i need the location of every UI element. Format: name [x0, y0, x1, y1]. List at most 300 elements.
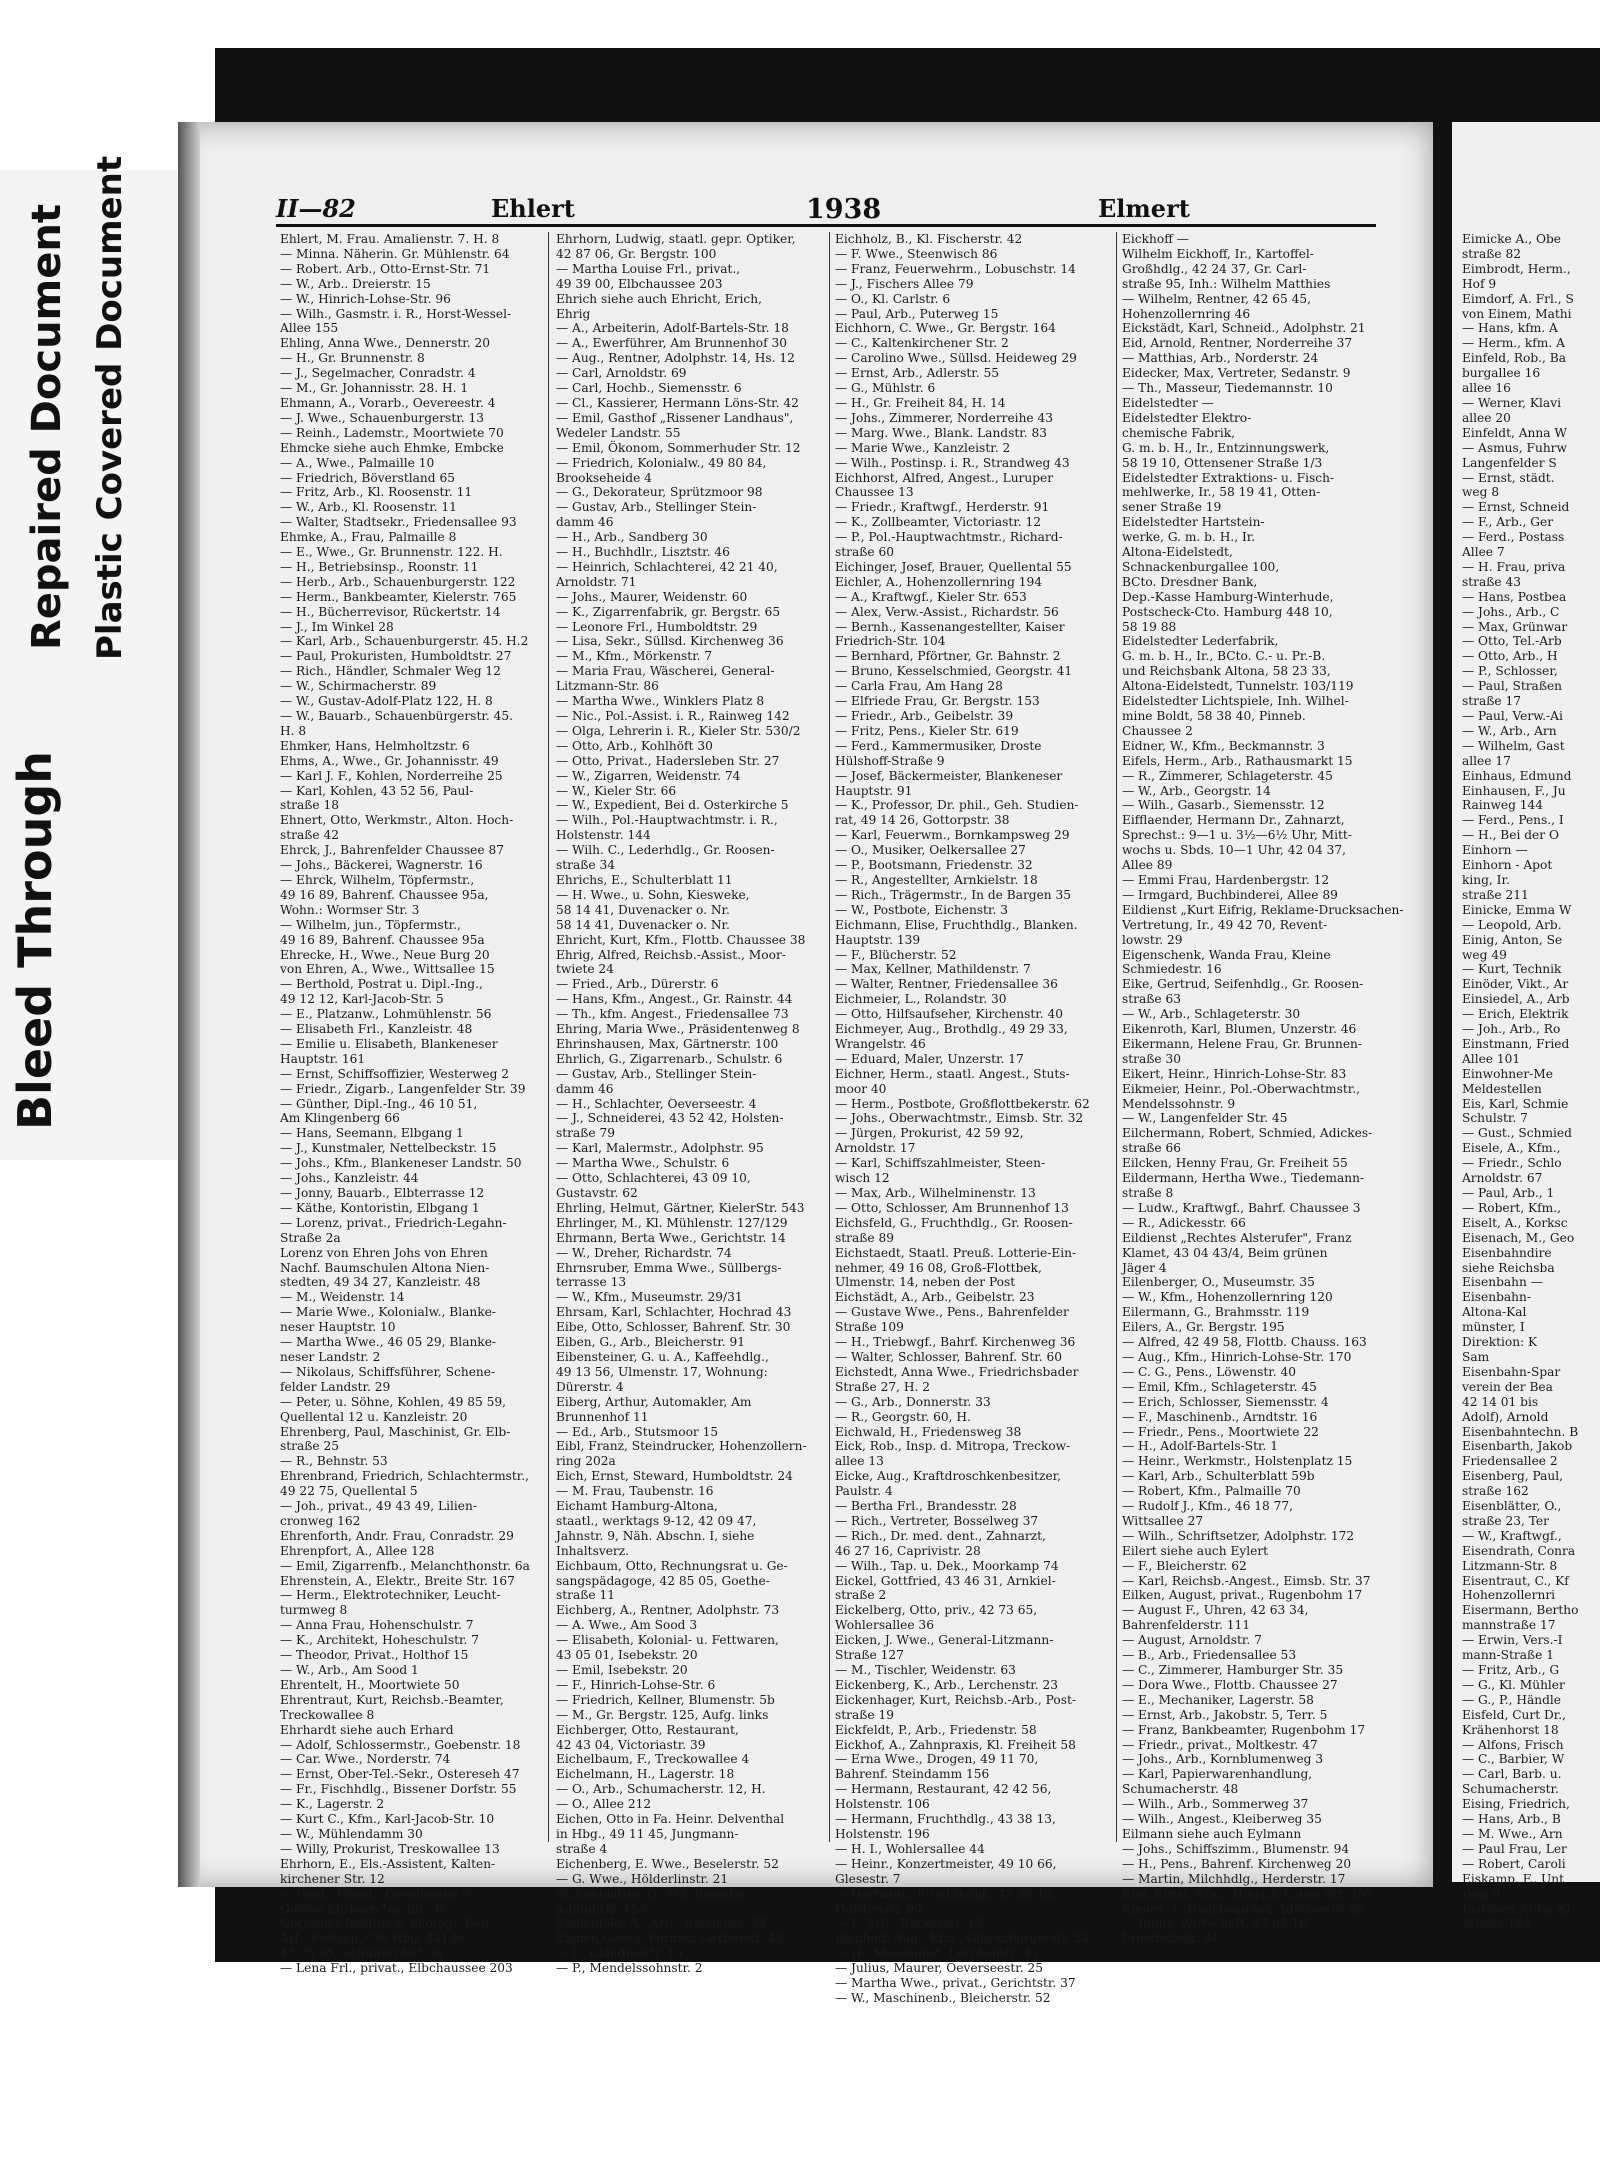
- directory-entry: Ehrck, J., Bahrenfelder Chaussee 87: [280, 843, 504, 858]
- page-number: II—82: [276, 194, 356, 223]
- directory-entry: 46 27 16, Caprivistr. 28: [835, 1543, 981, 1558]
- directory-entry: — K., Lagerstr. 2: [280, 1797, 385, 1812]
- directory-entry: Eidelstedter Lederfabrik,: [1122, 634, 1279, 649]
- directory-entry: Eickstädt, Karl, Schneid., Adolphstr. 21: [1122, 321, 1366, 336]
- directory-entry: — Lena Frl., privat., Elbchaussee 203: [280, 1961, 513, 1976]
- directory-entry: — Ernst, städt.: [1462, 470, 1555, 485]
- directory-entry: — H., Arb., Sandberg 30: [556, 530, 708, 545]
- directory-entry: Rainweg 144: [1462, 798, 1544, 813]
- directory-entry: — M., Gr. Johannisstr. 28. H. 1: [280, 381, 469, 396]
- directory-entry: — Martin, Milchhdlg., Herderstr. 17: [1122, 1871, 1346, 1886]
- directory-entry: in Hbg., 49 11 45, Jungmann-: [556, 1826, 739, 1841]
- directory-entry: stedten, 49 34 27, Kanzleistr. 48: [280, 1275, 481, 1290]
- directory-entry: Eidelstedter Elektro-: [1122, 410, 1252, 425]
- directory-entry: straße 23, Ter: [1462, 1513, 1549, 1528]
- directory-entry: — P., Pol.-Hauptwachtmstr., Richard-: [835, 530, 1063, 545]
- directory-entry: Eicke, Aug., Kraftdroschkenbesitzer,: [835, 1469, 1062, 1484]
- directory-entry: Ehrenforth, Andr. Frau, Conradstr. 29: [280, 1528, 514, 1543]
- directory-entry: — W., Langenfelder Str. 45: [1122, 1111, 1288, 1126]
- directory-entry: — Martha Wwe., Winklers Platz 8: [556, 694, 765, 709]
- directory-entry: Jahnstr. 9, Näh. Abschn. I, siehe: [556, 1528, 755, 1543]
- directory-entry: Jäger 4: [1122, 1260, 1167, 1275]
- directory-entry: — Ludw., Kraftwgf., Bahrf. Chaussee 3: [1122, 1200, 1361, 1215]
- directory-entry: — Friedr., Zigarb., Langenfelder Str. 39: [280, 1081, 526, 1096]
- directory-entry: Eidelstedter Hartstein-: [1122, 515, 1265, 530]
- directory-entry: Altona-Kal: [1462, 1305, 1527, 1320]
- directory-entry: 58 19 10, Ottensener Straße 1/3: [1122, 455, 1323, 470]
- directory-column-1: [280, 232, 540, 1976]
- directory-entry: Eiberg, Arthur, Automakler, Am: [556, 1394, 752, 1409]
- directory-entry: chemische Fabrik,: [1122, 425, 1236, 440]
- directory-entry: — Carl, Hochb., Siemensstr. 6: [556, 381, 742, 396]
- directory-entry: — C., Zimmerer, Hamburger Str. 35: [1122, 1663, 1344, 1677]
- directory-entry: straße 66: [1122, 1141, 1181, 1156]
- directory-entry: — J., Fischers Allee 79: [835, 276, 974, 291]
- directory-entry: — Wilh., Arb., Sommerweg 37: [1122, 1797, 1309, 1812]
- directory-entry: — Josef, Bäckermeister, Blankeneser: [835, 768, 1063, 783]
- directory-entry: — Wilhelm, jun., Töpfermstr.,: [280, 917, 461, 932]
- directory-entry: Ehmann, A., Vorarb., Oevereestr. 4: [280, 395, 496, 410]
- directory-entry: Eimdorf, A. Frl., S: [1462, 291, 1574, 306]
- directory-entry: — Ernst, Arb., Jakobstr. 5, Terr. 5: [1122, 1707, 1328, 1722]
- directory-entry: Eildienst „Kurt Eifrig, Reklame-Drucksachen-: [1122, 902, 1404, 917]
- directory-entry: — P., Mendelssohnstr. 2: [556, 1961, 703, 1976]
- directory-entry: Ehrentelt, H., Moortwiete 50: [280, 1677, 460, 1692]
- directory-entry: — Asmus, Fuhrw: [1462, 440, 1567, 455]
- directory-entry: Schumacherstr. 48: [1122, 1782, 1239, 1797]
- directory-entry: — M., Weidenstr. 14: [280, 1290, 405, 1305]
- directory-entry: Eichstaedt, Staatl. Preuß. Lotterie-Ein-: [835, 1245, 1077, 1260]
- directory-entry: Eichenblätter, O., Pol.-Beamter,: [556, 1886, 751, 1901]
- directory-entry: — Friedr., Arb., Geibelstr. 39: [835, 709, 1014, 723]
- directory-entry: — Olga, Lehrerin i. R., Kieler Str. 530/2: [556, 723, 801, 738]
- directory-entry: Ehms, A., Wwe., Gr. Johannisstr. 49: [280, 753, 499, 768]
- directory-entry: — H., Buchhdlr., Lisztstr. 46: [556, 545, 730, 560]
- directory-entry: Großhdlg., 42 24 37, Gr. Carl-: [1122, 261, 1307, 276]
- directory-entry: — Cl., Kassierer, Hermann Löns-Str. 42: [556, 395, 799, 410]
- directory-entry: Eichstedt, Anna Wwe., Friedrichsbader: [835, 1364, 1079, 1379]
- directory-entry: — A., Kraftwgf., Kieler Str. 653: [835, 589, 1027, 604]
- directory-entry: — Herm., kfm. A: [1462, 336, 1565, 351]
- directory-entry: — G., Dekorateur, Sprützmoor 98: [556, 485, 763, 500]
- directory-entry: straße 42: [280, 828, 339, 843]
- directory-entry: — Maria Frau, Wäscherei, General-: [556, 664, 775, 679]
- directory-entry: — A. Wwe., Am Sood 3: [556, 1618, 698, 1633]
- directory-entry: — Lorenz, privat., Friedrich-Legahn-: [280, 1215, 507, 1230]
- directory-entry: — Karl, Malermstr., Adolphstr. 95: [556, 1141, 764, 1156]
- directory-entry: — W., Arb., Arn: [1462, 723, 1557, 738]
- directory-entry: — H., Maschinist, Lerchenstr. 43: [835, 1946, 1039, 1961]
- directory-entry: — Karl, Kohlen, 43 52 56, Paul-: [280, 783, 474, 798]
- directory-entry: Eiskamp, F., Unt: [1462, 1871, 1565, 1886]
- directory-entry: Ehrichs, E., Schulterblatt 11: [556, 872, 733, 887]
- directory-entry: straße 162: [1462, 1484, 1529, 1499]
- directory-entry: — W., Postbote, Eichenstr. 3: [835, 902, 1008, 917]
- directory-entry: Ehrecke, H., Wwe., Neue Burg 20: [280, 947, 490, 962]
- directory-entry: Nachf. Baumschulen Altona Nien-: [280, 1260, 490, 1275]
- directory-entry: — G. Wwe., Hölderlinstr. 21: [556, 1871, 729, 1886]
- directory-entry: — Friedr., privat., Moltkestr. 47: [1122, 1737, 1318, 1752]
- directory-entry: Ehrig: [556, 306, 591, 321]
- directory-entry: Paulstr. 4: [835, 1484, 893, 1499]
- directory-entry: Eikert, Heinr., Hinrich-Lohse-Str. 83: [1122, 1066, 1347, 1081]
- directory-entry: Eimicke A., Obe: [1462, 232, 1561, 246]
- directory-entry: — Theodor, Privat., Holthof 15: [280, 1648, 469, 1663]
- directory-entry: — Wilh., Postinsp. i. R., Strandweg 43: [835, 455, 1070, 470]
- directory-entry: Ehrsam, Karl, Schlachter, Hochrad 43: [556, 1305, 792, 1320]
- directory-entry: Altona-Eidelstedt, Tunnelstr. 103/119: [1122, 679, 1354, 694]
- directory-entry: Litzmann-Str. 8: [1462, 1558, 1558, 1573]
- directory-entry: Ehlert, M. Frau. Amalienstr. 7. H. 8: [280, 232, 500, 246]
- directory-entry: Wittsallee 27: [1122, 1513, 1204, 1528]
- directory-entry: Klamet, 43 04 43/4, Beim grünen: [1122, 1245, 1328, 1260]
- directory-entry: Einfeld, Rob., Ba: [1462, 351, 1566, 366]
- directory-entry: — G., Arb., Donnerstr. 33: [835, 1394, 991, 1409]
- directory-entry: — Herb., Arb., Schauenburgerstr. 122: [280, 574, 516, 589]
- directory-entry: — Rich., Händler, Schmaler Weg 12: [280, 664, 501, 679]
- directory-entry: Ehrnsruber, Emma Wwe., Süllbergs-: [556, 1260, 782, 1275]
- directory-entry: — H., Bücherrevisor, Rückertstr. 14: [280, 604, 501, 619]
- directory-entry: — K., Zollbeamter, Victoriastr. 12: [835, 515, 1042, 530]
- directory-entry: — Otto, Hilfsaufseher, Kirchenstr. 40: [835, 1007, 1063, 1022]
- directory-entry: — Friedrich, Kolonialw., 49 80 84,: [556, 455, 767, 470]
- directory-entry: sener Straße 19: [1122, 500, 1222, 515]
- directory-entry: Ehrinshausen, Max, Gärtnerstr. 100: [556, 1036, 779, 1051]
- directory-entry: Hohenzollernring 46: [1122, 306, 1251, 321]
- directory-entry: 58 14 41, Duvenacker o. Nr.: [556, 902, 730, 917]
- directory-entry: wochs u. Sbds. 10—1 Uhr, 42 04 37,: [1122, 843, 1346, 858]
- directory-entry: — A., Ewerführer, Am Brunnenhof 30: [556, 336, 788, 351]
- directory-entry: — Robert. Arb., Otto-Ernst-Str. 71: [280, 261, 491, 276]
- directory-entry: straße 211: [1462, 887, 1529, 902]
- directory-entry: — H., Adolf-Bartels-Str. 1: [1122, 1439, 1279, 1454]
- directory-entry: Eickfeldt, P., Arb., Friedenstr. 58: [835, 1722, 1037, 1737]
- directory-entry: 43 05 95, Schulterblatt 36: [280, 1946, 443, 1961]
- directory-entry: Sam: [1462, 1349, 1490, 1364]
- directory-entry: — W., Zigarren, Weidenstr. 74: [556, 768, 741, 783]
- directory-entry: nehmer, 49 16 08, Groß-Flottbek,: [835, 1260, 1042, 1275]
- directory-entry: — H. Frau, priva: [1462, 559, 1566, 574]
- directory-entry: Adolphstr. 153: [556, 1901, 647, 1916]
- directory-entry: — Dora Wwe., Flottb. Chaussee 27: [1122, 1677, 1338, 1692]
- directory-entry: straße 25: [280, 1439, 339, 1454]
- directory-entry: — Johs., Kanzleistr. 44: [280, 1171, 419, 1186]
- directory-entry: Eichholz, B., Kl. Fischerstr. 42: [835, 232, 1023, 246]
- directory-entry: 49 12 12, Karl-Jacob-Str. 5: [280, 992, 444, 1007]
- directory-entry: — Robert, Kfm., Palmaille 70: [1122, 1484, 1301, 1499]
- directory-entry: — Martha Wwe., Schulstr. 6: [556, 1156, 730, 1171]
- directory-entry: — Hans, Postbea: [1462, 589, 1567, 604]
- directory-entry: — Heinr., Werkmstr., Holstenplatz 15: [1122, 1454, 1353, 1469]
- directory-entry: — A., Wwe., Palmaille 10: [280, 455, 435, 470]
- directory-entry: — P., Schlosser,: [1462, 664, 1558, 679]
- directory-entry: burgallee 16: [1462, 366, 1541, 381]
- directory-entry: — Walter, Schlosser, Bahrenf. Str. 60: [835, 1349, 1063, 1364]
- directory-entry: Straße 144: [1462, 1916, 1531, 1931]
- directory-entry: — Erwin, Vers.-I: [1462, 1633, 1563, 1648]
- directory-entry: — Gustave Wwe., Pens., Bahrenfelder: [835, 1305, 1069, 1320]
- directory-entry: twiete 24: [556, 962, 614, 977]
- directory-entry: Bahrenfelderstr. 111: [1122, 1618, 1251, 1633]
- directory-entry: — Lisa, Sekr., Süllsd. Kirchenweg 36: [556, 634, 784, 649]
- directory-entry: — Emmi Frau, Hardenbergstr. 12: [1122, 872, 1330, 887]
- directory-entry: allee 13: [835, 1454, 884, 1469]
- directory-entry: — Adolf, Schlossermstr., Goebenstr. 18: [280, 1737, 521, 1752]
- directory-entry: straße 89: [835, 1230, 894, 1245]
- directory-entry: Eichinger, Josef, Brauer, Quellental 55: [835, 559, 1072, 574]
- directory-entry: — W., Hinrich-Lohse-Str. 96: [280, 291, 451, 306]
- directory-entry: — Käthe, Kontoristin, Elbgang 1: [280, 1200, 480, 1215]
- directory-entry: Schmiedestr. 16: [1122, 962, 1222, 977]
- directory-entry: Eidelstedter Extraktions- u. Fisch-: [1122, 470, 1335, 485]
- directory-entry: — F., Arb., Ger: [1462, 515, 1554, 530]
- directory-entry: weg 49: [1462, 947, 1507, 962]
- directory-entry: Straße 127: [835, 1648, 904, 1663]
- directory-entry: — Wilhelm, Gast: [1462, 738, 1565, 753]
- directory-entry: — H., Betriebsinsp., Roonstr. 11: [280, 559, 479, 574]
- directory-entry: Eike, Gertrud, Seifenhdlg., Gr. Roosen-: [1122, 977, 1364, 992]
- directory-entry: — Johs., Kfm., Blankeneser Landstr. 50: [280, 1156, 522, 1171]
- directory-entry: — Emil, Kfm., Schlageterstr. 45: [1122, 1379, 1317, 1394]
- directory-entry: — G., Kl. Mühler: [1462, 1677, 1565, 1692]
- directory-entry: — Aug., Kfm., Hinrich-Lohse-Str. 170: [1122, 1349, 1352, 1364]
- directory-entry: straße 30: [1122, 1051, 1181, 1066]
- directory-entry: — Car. Wwe., Norderstr. 74: [280, 1752, 451, 1767]
- directory-entry: wisch 12: [835, 1171, 890, 1186]
- directory-entry: 58 14 41, Duvenacker o. Nr.: [556, 917, 730, 932]
- directory-entry: — R., Angestellter, Arnkielstr. 18: [835, 872, 1038, 887]
- directory-entry: — Otto, Privat., Hadersleben Str. 27: [556, 753, 780, 768]
- directory-entry: — Paul, Verw.-Ai: [1462, 709, 1563, 723]
- directory-entry: — Julius, Wirtschaft, 43 01 16,: [1122, 1916, 1311, 1931]
- directory-entry: Allee 155: [280, 321, 339, 336]
- directory-entry: — Aug., Rentner, Adolphstr. 14, Hs. 12: [556, 351, 795, 366]
- directory-entry: Art., Postsch.-Cto Hbg. 44136,: [280, 1931, 469, 1946]
- directory-entry: Eickenhager, Kurt, Reichsb.-Arb., Post-: [835, 1692, 1076, 1707]
- directory-entry: — Joh., privat., 49 43 49, Lilien-: [280, 1499, 477, 1514]
- directory-entry: — Emil, Ökonom, Sommerhuder Str. 12: [556, 440, 801, 455]
- directory-entry: — Robert, Kfm.,: [1462, 1200, 1561, 1215]
- directory-entry: — Fr., Fischhdlg., Bissener Dorfstr. 55: [280, 1782, 517, 1797]
- directory-entry: — Karl, Arb., Schulterblatt 59b: [1122, 1469, 1315, 1484]
- directory-entry: — M., Kfm., Mörkenstr. 7: [556, 649, 713, 664]
- directory-entry: — J. Wwe., Schauenburgerstr. 13: [280, 410, 484, 425]
- directory-entry: — O., Arb., Schumacherstr. 12, H.: [556, 1782, 766, 1797]
- directory-entry: — F., Hinrich-Lohse-Str. 6: [556, 1677, 716, 1692]
- directory-entry: — G., P., Händle: [1462, 1692, 1561, 1707]
- directory-entry: — H., Gr. Freiheit 84, H. 14: [835, 395, 1006, 410]
- directory-entry: Ehrhardt siehe auch Erhard: [280, 1722, 454, 1737]
- directory-entry: Gustav Ehrhorn Nachfl., Ir.: [280, 1901, 448, 1916]
- directory-entry: — Franz, Feuerwehrm., Lobuschstr. 14: [835, 261, 1076, 276]
- directory-entry: — Fried., Arb., Dürerstr. 6: [556, 977, 719, 992]
- directory-entry: — Franz, Bankbeamter, Rugenbohm 17: [1122, 1722, 1366, 1737]
- directory-entry: Schulstr. 7: [1462, 1111, 1528, 1126]
- directory-entry: damm 46: [556, 515, 614, 530]
- directory-entry: Eidelstedter Lichtspiele, Inh. Wilhel-: [1122, 694, 1349, 709]
- directory-entry: Meldestellen: [1462, 1081, 1542, 1096]
- directory-entry: — Irmgard, Buchbinderei, Allee 89: [1122, 887, 1338, 902]
- directory-entry: — G., Mühlstr. 6: [835, 381, 936, 396]
- directory-entry: Eimbrodt, Herm.,: [1462, 261, 1571, 276]
- directory-entry: Ehring, Maria Wwe., Präsidentenweg 8: [556, 1022, 800, 1037]
- directory-entry: — O., Kl. Carlstr. 6: [835, 291, 951, 306]
- directory-entry: staatl., werktags 9-12, 42 09 47,: [556, 1513, 757, 1528]
- directory-entry: 49 39 00, Elbchaussee 203: [556, 276, 723, 291]
- directory-entry: — Leonore Frl., Humboldtstr. 29: [556, 619, 758, 634]
- directory-entry: — Ferd., Postass: [1462, 530, 1565, 545]
- directory-entry: — R., Georgstr. 60, H.: [835, 1409, 971, 1424]
- directory-entry: — Ferd., Kammermusiker, Droste: [835, 738, 1042, 753]
- label-bleed-through: Bleed Through: [8, 750, 62, 1130]
- directory-entry: — Karl, Feuerwm., Bornkampsweg 29: [835, 828, 1070, 843]
- directory-entry: Postscheck-Cto. Hamburg 448 10,: [1122, 604, 1333, 619]
- directory-entry: Eichenberg, E. Wwe., Beselerstr. 52: [556, 1856, 779, 1871]
- directory-entry: — Johs., Schiffszimm., Blumenstr. 94: [1122, 1841, 1350, 1856]
- directory-entry: Eichenfeld, A., Arb., Rolandstr. 22: [556, 1916, 767, 1931]
- directory-entry: — Max, Kellner, Mathildenstr. 7: [835, 962, 1031, 977]
- directory-entry: — Wilh. C., Lederhdlg., Gr. Roosen-: [556, 843, 775, 858]
- directory-entry: — Ernst, Ober-Tel.-Sekr., Ostereseh 47: [280, 1767, 520, 1782]
- directory-entry: Einhausen, F., Ju: [1462, 783, 1566, 798]
- directory-entry: — Max, Arb., Wilhelminenstr. 13: [835, 1186, 1036, 1200]
- directory-entry: Arnoldstr. 17: [835, 1141, 916, 1156]
- directory-entry: — Erna Wwe., Drogen, 49 11 70,: [835, 1752, 1039, 1767]
- directory-entry: — Leopold, Arb.: [1462, 917, 1562, 932]
- directory-entry: Eickhof, A., Zahnpraxis, Kl. Freiheit 58: [835, 1737, 1076, 1752]
- directory-entry: allee 17: [1462, 753, 1511, 768]
- directory-entry: — Heinrich, Schlachterei, 42 21 40,: [556, 559, 778, 574]
- directory-entry: Eid, Arnold, Rentner, Norderreihe 37: [1122, 336, 1353, 351]
- directory-entry: Eisenblätter, O.,: [1462, 1499, 1562, 1514]
- directory-entry: — Emil, Gasthof „Rissener Landhaus",: [556, 410, 794, 425]
- directory-entry: Eisermann, Bertho: [1462, 1603, 1579, 1618]
- directory-entry: Direktion: K: [1462, 1335, 1538, 1350]
- directory-entry: Wedeler Landstr. 55: [556, 425, 681, 440]
- directory-column-2: [556, 232, 826, 1976]
- directory-entry: cronweg 162: [280, 1513, 361, 1528]
- directory-entry: — M., Gr. Bergstr. 125, Aufg. links: [556, 1707, 769, 1722]
- directory-entry: Eilermann, G., Brahmsstr. 119: [1122, 1305, 1310, 1320]
- directory-entry: Friedrichstr. 84: [1122, 1931, 1219, 1946]
- directory-entry: Ehnert, Otto, Werkmstr., Alton. Hoch-: [280, 813, 514, 828]
- directory-entry: Eisfeld, Curt Dr.,: [1462, 1707, 1566, 1722]
- directory-entry: — M., Tischler, Weidenstr. 63: [835, 1663, 1016, 1677]
- directory-entry: Straße 2a: [280, 1230, 341, 1245]
- directory-entry: Holstenstr. 144: [556, 828, 651, 843]
- directory-entry: — W., Gustav-Adolf-Platz 122, H. 8: [280, 694, 493, 709]
- directory-entry: — M. Frau, Taubenstr. 16: [556, 1484, 714, 1499]
- directory-entry: — J., Schneiderei, 43 52 42, Holsten-: [556, 1111, 784, 1126]
- page-header: [276, 188, 1376, 227]
- directory-entry: 49 13 56, Ulmenstr. 17, Wohnung:: [556, 1364, 768, 1379]
- directory-entry: Allee 7: [1462, 545, 1505, 560]
- directory-entry: — Gust., Schmied: [1462, 1126, 1572, 1141]
- directory-entry: — Johs., Zimmerer, Norderreihe 43: [835, 410, 1054, 425]
- directory-entry: neser Landstr. 2: [280, 1349, 381, 1364]
- directory-entry: — Friedrich, Kellner, Blumenstr. 5b: [556, 1692, 775, 1707]
- label-repaired-document: Repaired Document: [24, 204, 70, 650]
- directory-entry: G. m. b. H., Ir., BCto. C.- u. Pr.-B.: [1122, 649, 1326, 664]
- directory-entry: Hauptstr. 161: [280, 1051, 366, 1066]
- directory-entry: — Hans, kfm. A: [1462, 321, 1558, 336]
- directory-entry: 49 22 75, Quellental 5: [280, 1484, 418, 1499]
- directory-entry: neser Hauptstr. 10: [280, 1320, 396, 1335]
- directory-entry: — Rudolf J., Kfm., 46 18 77,: [1122, 1499, 1294, 1514]
- directory-entry: Eichamt Hamburg-Altona,: [556, 1499, 718, 1514]
- directory-entry: — W., Expedient, Bei d. Osterkirche 5: [556, 798, 789, 813]
- directory-entry: Eickenberg, K., Arb., Lerchenstr. 23: [835, 1677, 1058, 1692]
- directory-entry: Eikmeier, Heinr., Pol.-Oberwachtmstr.,: [1122, 1081, 1360, 1096]
- directory-entry: moor 40: [835, 1081, 887, 1096]
- directory-entry: sangspädagoge, 42 85 05, Goethe-: [556, 1573, 770, 1588]
- directory-entry: — Bernh., Kassenangestellter, Kaiser: [835, 619, 1065, 634]
- directory-entry: — C. G., Pens., Löwenstr. 40: [1122, 1364, 1297, 1379]
- directory-entry: — Friedrich, Böverstland 65: [280, 470, 455, 485]
- directory-entry: Einicke, Emma W: [1462, 902, 1572, 917]
- directory-entry: — Emil, Isebekstr. 20: [556, 1663, 688, 1677]
- directory-entry: — C., Barbier, W: [1462, 1752, 1565, 1767]
- directory-entry: — Wilh., Angest., Kleiberweg 35: [1122, 1812, 1322, 1827]
- directory-entry: Brookseheide 4: [556, 470, 652, 485]
- directory-page: [178, 122, 1433, 2005]
- directory-entry: lowstr. 29: [1122, 932, 1183, 947]
- column-divider: [1116, 232, 1117, 1842]
- directory-entry: Eiben, G., Arb., Bleicherstr. 91: [556, 1335, 745, 1350]
- directory-entry: — Heinr., Konzertmeister, 49 10 66,: [835, 1856, 1057, 1871]
- directory-entry: Ehrenpfort, A., Allee 128: [280, 1543, 435, 1558]
- directory-entry: — Paul, Arb., Puterweg 15: [835, 306, 999, 321]
- directory-entry: — F., Maschinenb., Arndtstr. 16: [1122, 1409, 1318, 1424]
- directory-entry: Hauptstr. 139: [835, 932, 921, 947]
- directory-entry: Eisentraut, C., Kf: [1462, 1573, 1569, 1588]
- directory-entry: — W., Bauarb., Schauenbürgerstr. 45.: [280, 709, 513, 723]
- directory-entry: 58 19 88: [1122, 619, 1177, 634]
- directory-entry: — Ernst, Schiffsoffizier, Westerweg 2: [280, 1066, 510, 1081]
- directory-entry: — W., Maschinenb., Bleicherstr. 52: [835, 1990, 1051, 2005]
- directory-entry: straße 19: [835, 1707, 894, 1722]
- directory-entry: — Günther, Dipl.-Ing., 46 10 51,: [280, 1096, 478, 1111]
- directory-entry: — Ferd., Privat., Oevelgönne 3: [280, 1886, 470, 1901]
- directory-entry: Ehrig, Alfred, Reichsb.-Assist., Moor-: [556, 947, 786, 962]
- directory-entry: Ehrentraut, Kurt, Reichsb.-Beamter,: [280, 1692, 504, 1707]
- directory-entry: — Paul Frau, Ler: [1462, 1841, 1567, 1856]
- directory-entry: 42 87 06, Gr. Bergstr. 100: [556, 246, 717, 261]
- directory-entry: — Carla Frau, Am Hang 28: [835, 679, 1003, 694]
- directory-entry: — Wilh., Gasarb., Siemensstr. 12: [1122, 798, 1325, 813]
- directory-entry: Eisenbahndire: [1462, 1245, 1552, 1260]
- directory-entry: — O., Musiker, Oelkersallee 27: [835, 843, 1026, 858]
- directory-entry: ring 202a: [556, 1454, 616, 1469]
- directory-entry: Eikermann, Helene Frau, Gr. Brunnen-: [1122, 1036, 1362, 1051]
- directory-entry: — W., Arb., Georgstr. 14: [1122, 783, 1271, 798]
- directory-entry: — F., Blücherstr. 52: [835, 947, 957, 962]
- directory-entry: — Kurt, Technik: [1462, 962, 1562, 977]
- directory-entry: — Wilh., Gasmstr. i. R., Horst-Wessel-: [280, 306, 512, 321]
- directory-entry: Eickelberg, Otto, priv., 42 73 65,: [835, 1603, 1038, 1618]
- directory-entry: Einhaus, Edmund: [1462, 768, 1572, 783]
- directory-entry: Eilken, August, privat., Rugenbohm 17: [1122, 1588, 1363, 1603]
- directory-entry: felder Landstr. 29: [280, 1379, 391, 1394]
- directory-entry: münster, I: [1462, 1320, 1525, 1335]
- label-plastic-covered: Plastic Covered Document: [90, 155, 130, 660]
- directory-entry: und Reichsbank Altona, 58 23 33,: [1122, 664, 1331, 679]
- directory-entry: — Hans, Arb., B: [1462, 1812, 1561, 1827]
- directory-entry: — Th., kfm. Angest., Friedensallee 73: [556, 1007, 789, 1022]
- directory-entry: — Willy, Prokurist, Treskowallee 13: [280, 1841, 500, 1856]
- directory-entry: Ehrhorn, E., Els.-Assistent, Kalten-: [280, 1856, 496, 1871]
- directory-entry: — Johs., Bäckerei, Wagnerstr. 16: [280, 858, 483, 873]
